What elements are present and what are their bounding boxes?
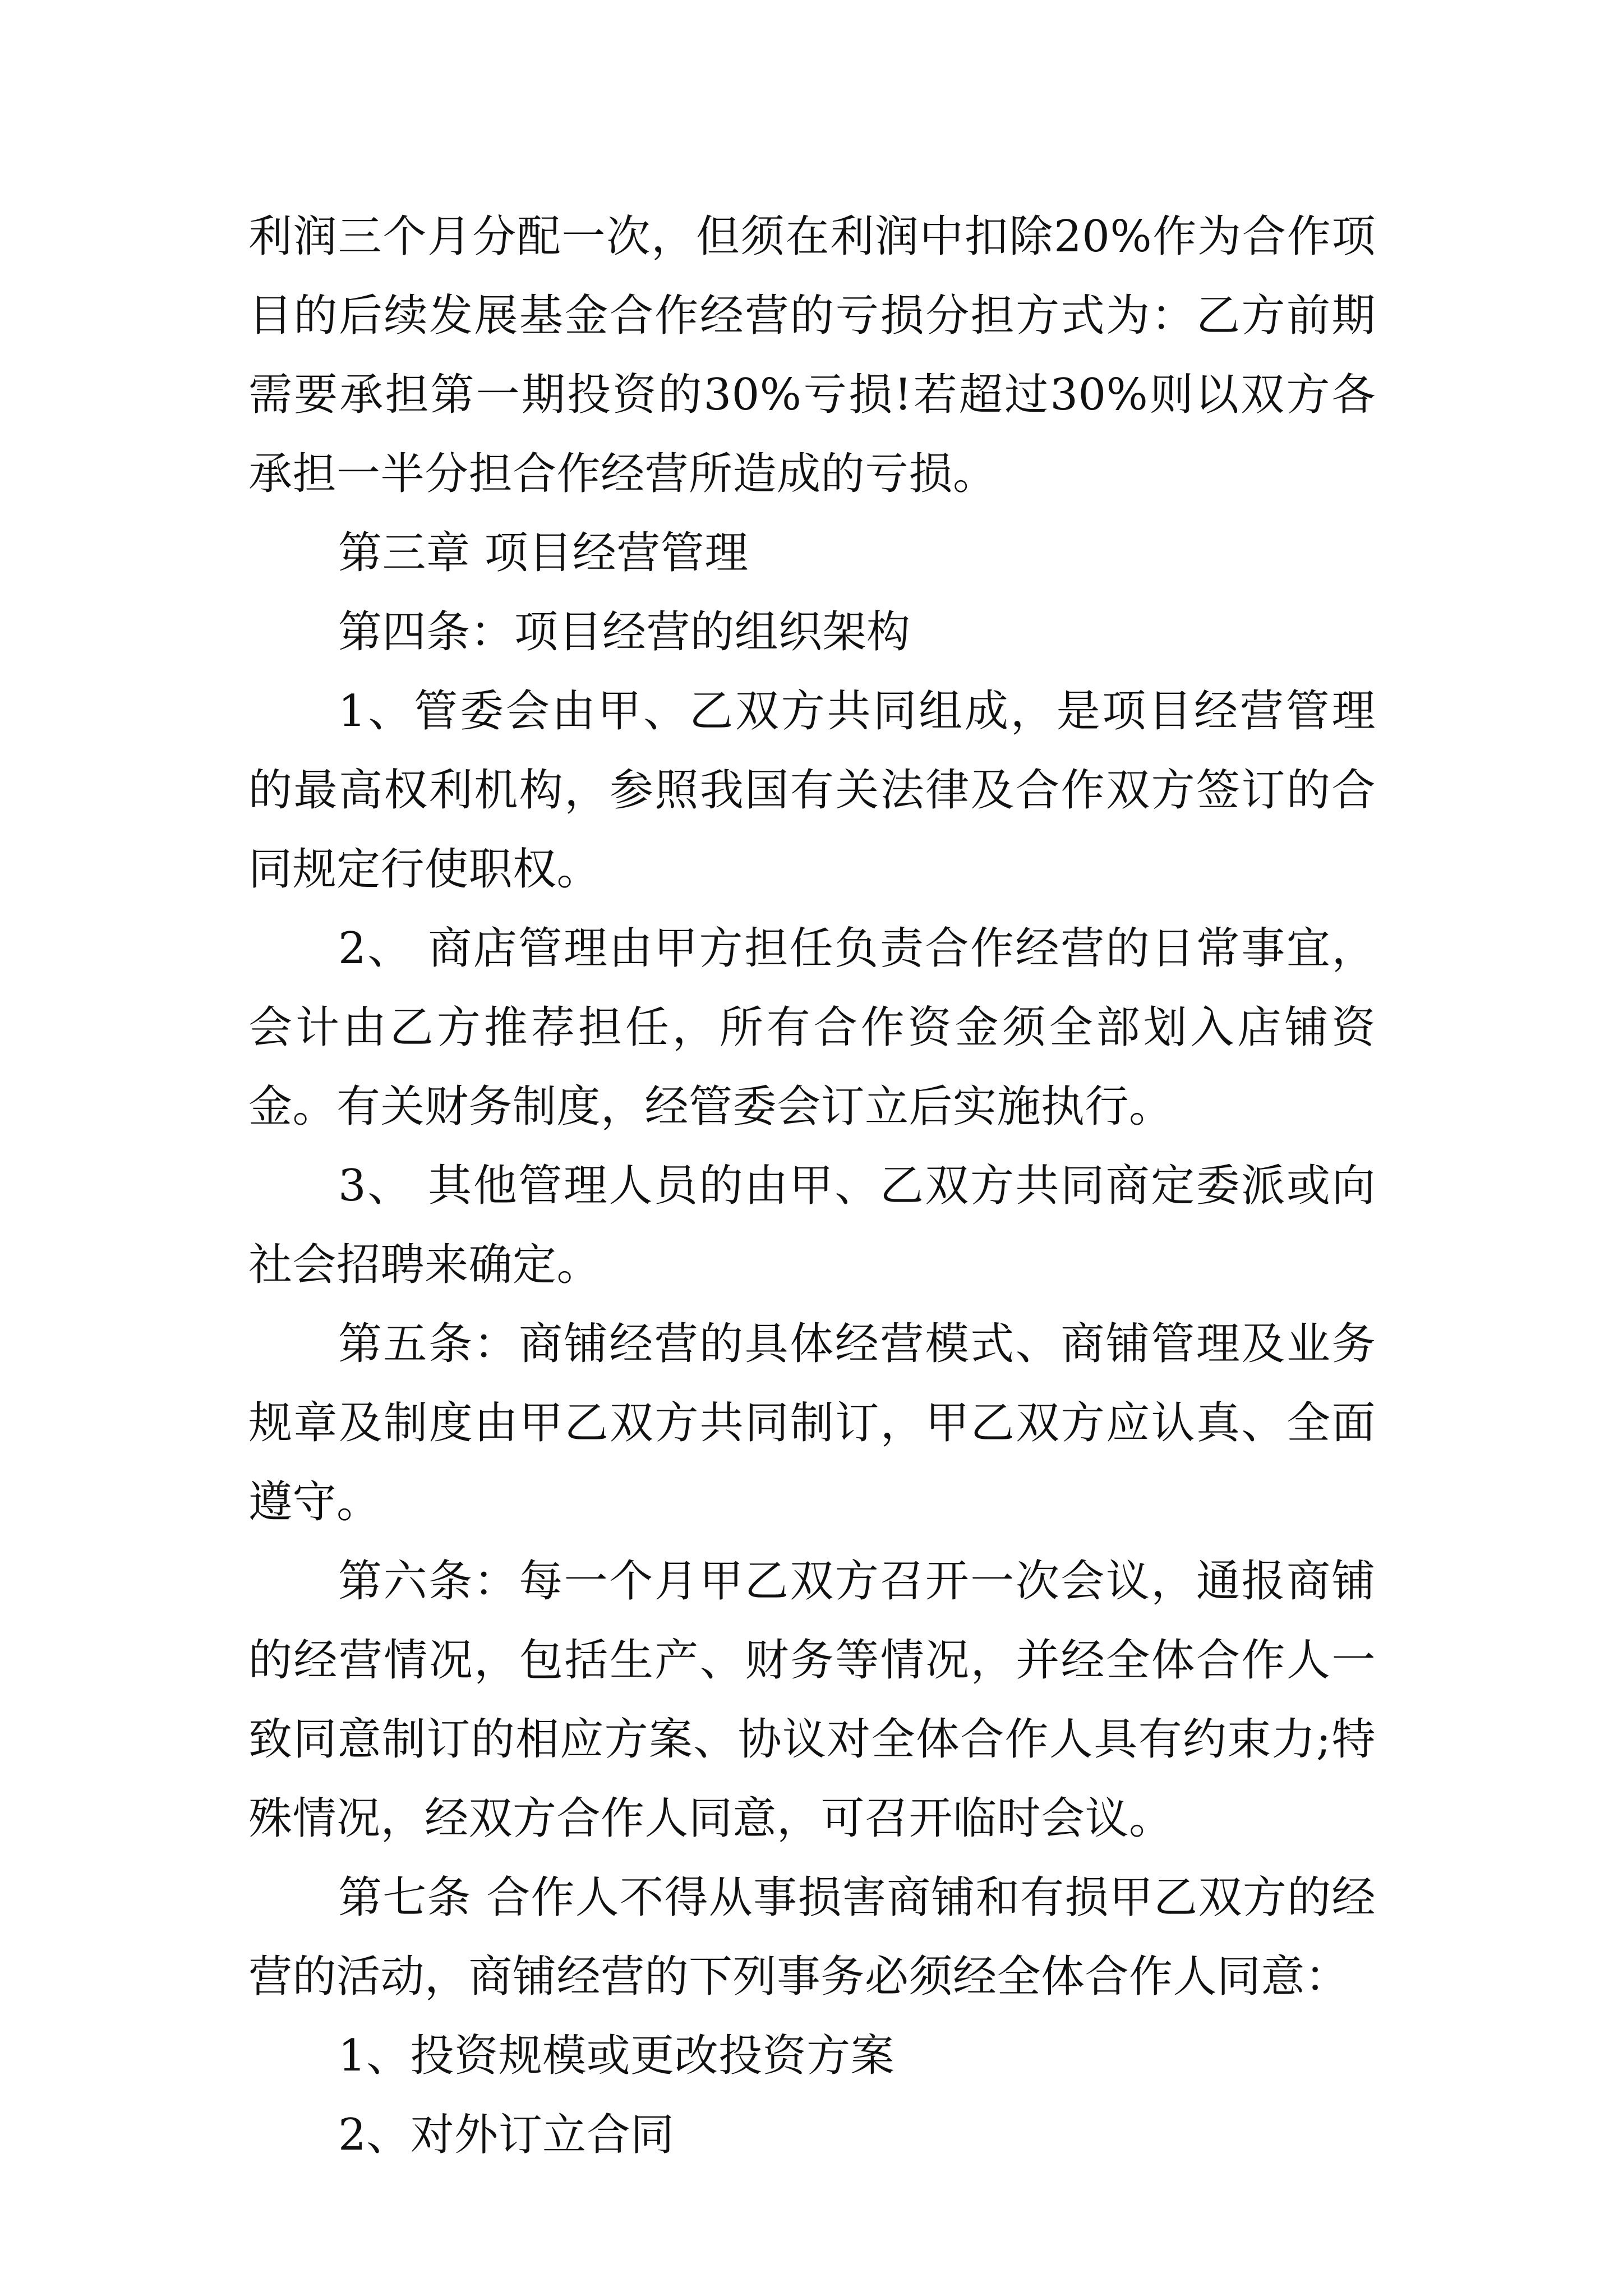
paragraph-article: 第七条 合作人不得从事损害商铺和有损甲乙双方的经营的活动，商铺经营的下列事务必须经全体合作人同意： bbox=[248, 1872, 1376, 2002]
paragraph-item: 2、 商店管理由甲方担任负责合作经营的日常事宜，会计由乙方推荐担任，所有合作资金须全部划入店铺资金。有关财务制度，经管委会订立后实施执行。 bbox=[248, 923, 1376, 1132]
paragraph-article: 第五条：商铺经营的具体经营模式、商铺管理及业务规章及制度由甲乙双方共同制订，甲乙双方应认真、全面遵守。 bbox=[248, 1319, 1376, 1527]
chapter-heading: 第三章 项目经营管理 bbox=[338, 528, 749, 578]
paragraph-item: 1、管委会由甲、乙双方共同组成，是项目经营管理的最高权利机构，参照我国有关法律及合作双方签订的合同规定行使职权。 bbox=[248, 686, 1376, 895]
list-item: 2、对外订立合同 bbox=[338, 2110, 675, 2160]
article-heading: 第四条：项目经营的组织架构 bbox=[338, 607, 911, 657]
document-body bbox=[248, 197, 1376, 2175]
list-item: 1、投资规模或更改投资方案 bbox=[338, 2031, 895, 2081]
paragraph-article: 第六条：每一个月甲乙双方召开一次会议，通报商铺的经营情况，包括生产、财务等情况，并经全体合作人一致同意制订的相应方案、协议对全体合作人具有约束力;特殊情况，经双方合作人同意，可召开临时会议。 bbox=[248, 1556, 1376, 1844]
paragraph-item: 3、 其他管理人员的由甲、乙双方共同商定委派或向社会招聘来确定。 bbox=[248, 1161, 1376, 1290]
paragraph-profit-distribution: 利润三个月分配一次，但须在利润中扣除20%作为合作项目的后续发展基金合作经营的亏损分担方式为：乙方前期需要承担第一期投资的30%亏损!若超过30%则以双方各承担一半分担合作经营所造成的亏损。 bbox=[248, 211, 1376, 499]
